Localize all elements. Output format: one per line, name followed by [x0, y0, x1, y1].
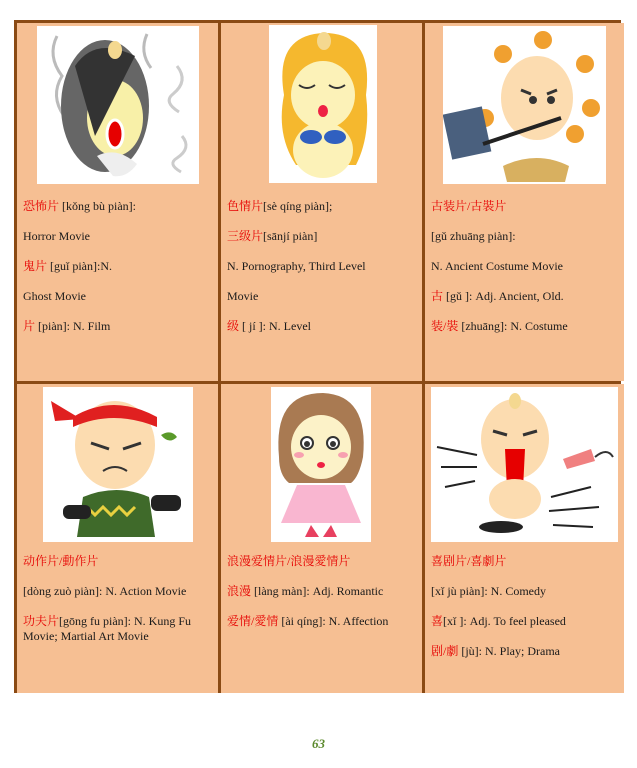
term-text: Horror Movie: [23, 229, 90, 243]
card-comedy: [425, 384, 624, 693]
term-hanzi: 古装片/古裝片: [431, 199, 507, 213]
card-romance: [221, 384, 422, 693]
page-number: 63: [312, 736, 325, 751]
card-action-text: [23, 554, 214, 644]
term-text: [xǐ jù piàn]: N. Comedy: [431, 584, 546, 598]
card-comedy-text: [431, 554, 620, 659]
term-hanzi: 装/裝: [431, 319, 459, 333]
comedy-man-cartoon-icon: [431, 387, 618, 542]
card-pornography-text: [227, 199, 418, 334]
term-hanzi: 古: [431, 289, 444, 303]
vocabulary-grid: [14, 20, 621, 693]
kung-fu-fighter-cartoon-icon: [43, 387, 193, 542]
term-hanzi: 三级片: [227, 229, 264, 243]
term-hanzi: 浪漫: [227, 584, 252, 598]
term-text: [kǒng bù piàn]:: [59, 199, 137, 213]
term-hanzi: 喜剧片/喜劇片: [431, 554, 507, 568]
term-text: [zhuāng]: N. Costume: [458, 319, 568, 333]
romantic-girl-cartoon-icon: [271, 387, 371, 542]
card-ancient-costume: [425, 23, 624, 381]
term-hanzi: 鬼片: [23, 259, 48, 273]
term-hanzi: 色情片: [227, 199, 264, 213]
term-hanzi: 功夫片: [23, 614, 60, 628]
card-pornography: [221, 23, 422, 381]
term-text: [gǔ ]: Adj. Ancient, Old.: [443, 289, 564, 303]
card-ancient-costume-text: [431, 199, 620, 334]
term-hanzi: 喜: [431, 614, 444, 628]
card-horror: [17, 23, 218, 381]
term-hanzi: 剧/劇: [431, 644, 459, 658]
term-text: [guǐ piàn]:N.: [47, 259, 113, 273]
term-hanzi: 片: [23, 319, 36, 333]
term-text: [gōng fu piàn]: N. Kung Fu: [59, 614, 192, 628]
term-hanzi: 恐怖片: [23, 199, 60, 213]
term-hanzi: 浪漫爱情片/浪漫愛情片: [227, 554, 351, 568]
term-hanzi: 级: [227, 319, 240, 333]
term-text: [dòng zuò piàn]: N. Action Movie: [23, 584, 187, 598]
term-text: [xǐ ]: Adj. To feel pleased: [443, 614, 566, 628]
term-text: [jù]: N. Play; Drama: [458, 644, 560, 658]
ghost-horror-cartoon-icon: [37, 26, 199, 184]
term-hanzi: 动作片/動作片: [23, 554, 99, 568]
juggling-man-cartoon-icon: [443, 26, 606, 184]
term-text: N. Ancient Costume Movie: [431, 259, 563, 273]
term-text: [làng màn]: Adj. Romantic: [251, 584, 384, 598]
term-text: Movie; Martial Art Movie: [23, 629, 149, 643]
card-romance-text: [227, 554, 418, 629]
term-text: Movie: [227, 289, 259, 303]
term-text: [ jí ]: N. Level: [239, 319, 311, 333]
term-text: N. Pornography, Third Level: [227, 259, 366, 273]
term-hanzi: 爱情/愛情: [227, 614, 279, 628]
card-horror-text: [23, 199, 214, 334]
term-text: [sè qíng piàn];: [263, 199, 333, 213]
term-text: Ghost Movie: [23, 289, 86, 303]
term-text: [ài qíng]: N. Affection: [278, 614, 389, 628]
term-text: [sānjí piàn]: [263, 229, 318, 243]
card-action: [17, 384, 218, 693]
term-text: [gǔ zhuāng piàn]:: [431, 229, 516, 243]
bikini-girl-cartoon-icon: [269, 25, 377, 183]
term-text: [piàn]: N. Film: [35, 319, 111, 333]
